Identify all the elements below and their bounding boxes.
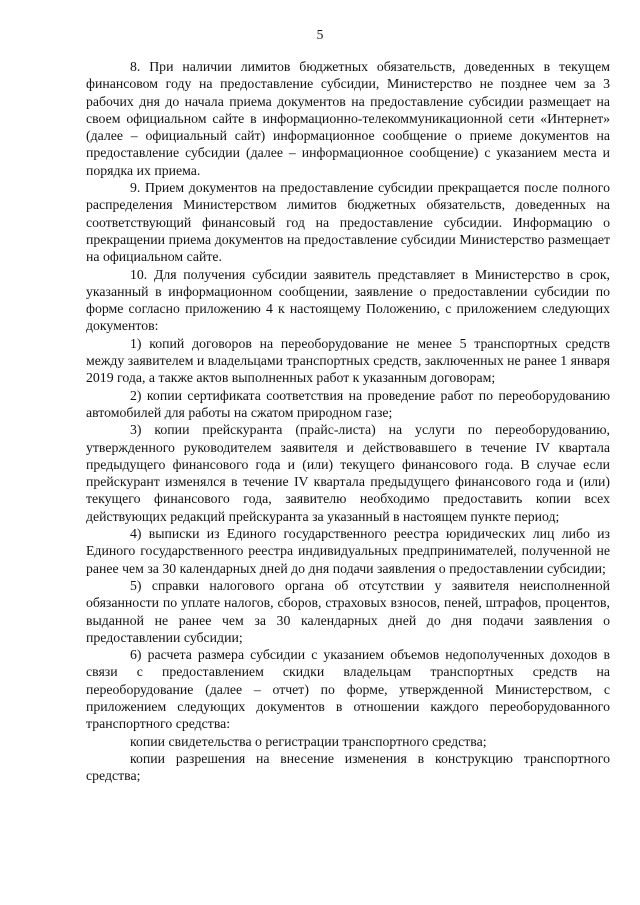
list-item-4: 4) выписки из Единого государственного реестра юридических лиц либо из Единого государственного реестра индивидуальных предпринимателей, полученной не ранее чем за 30 календарных дней до дня подачи заявления о предоставлении субсидии;	[86, 526, 610, 576]
list-item-6: 6) расчета размера субсидии с указанием объемов недополученных доходов в связи с предоставлением скидки владельцам транспортных средств на переоборудование (далее – отчет) по форме, утвержденной Министерством, с приложением следующих документов в отношении каждого переоборудованного транспортного средства:	[86, 647, 610, 732]
paragraph-10: 10. Для получения субсидии заявитель представляет в Министерство в срок, указанный в информационном сообщении, заявление о предоставлении субсидии по форме согласно приложению 4 к настоящему Положению, с приложением следующих документов:	[86, 266, 610, 334]
page-number: 5	[316, 27, 324, 42]
document-body	[86, 58, 610, 784]
sub-item-registration: копии свидетельства о регистрации транспортного средства;	[130, 733, 487, 749]
list-item-2: 2) копии сертификата соответствия на проведение работ по переоборудованию автомобилей для работы на сжатом природном газе;	[86, 387, 610, 420]
list-item-5: 5) справки налогового органа об отсутствии у заявителя неисполненной обязанности по уплате налогов, сборов, страховых взносов, пеней, штрафов, процентов, выданной не ранее чем за 30 календарных дней до дня подачи заявления о предоставлении субсидии;	[86, 577, 610, 645]
list-item-3: 3) копии прейскуранта (прайс-листа) на услуги по переоборудованию, утвержденного руководителем заявителя и действовавшего в течение IV квартала предыдущего финансового года и (или) текущего финансового года. В случае если прейскурант изменялся в течение IV квартала предыдущего финансового года и (или) текущего финансового года, заявителю необходимо предоставить копии всех действующих редакций прейскуранта за указанный в настоящем пункте период;	[86, 422, 610, 524]
paragraph-8: 8. При наличии лимитов бюджетных обязательств, доведенных в текущем финансовом году на предоставление субсидии, Министерство не позднее чем за 3 рабочих дня до начала приема документов на предоставление субсидии размещает на своем официальном сайте в информационно-телекоммуникационной сети «Интернет» (далее – официальный сайт) информационное сообщение о приеме документов на предоставление субсидии (далее – информационное сообщение) с указанием места и порядка их приема.	[86, 59, 610, 178]
paragraph-9: 9. Прием документов на предоставление субсидии прекращается после полного распределения Министерством лимитов бюджетных обязательств, доведенных на соответствующий финансовый год на предоставление субсидии. Информацию о прекращении приема документов на предоставление субсидии Министерство размещает на официальном сайте.	[86, 180, 610, 265]
list-item-1: 1) копий договоров на переоборудование не менее 5 транспортных средств между заявителем и владельцами транспортных средств, заключенных не ранее 1 января 2019 года, а также актов выполненных работ к указанным договорам;	[86, 335, 611, 386]
sub-item-permission: копии разрешения на внесение изменения в конструкцию транспортного средства;	[86, 750, 610, 784]
